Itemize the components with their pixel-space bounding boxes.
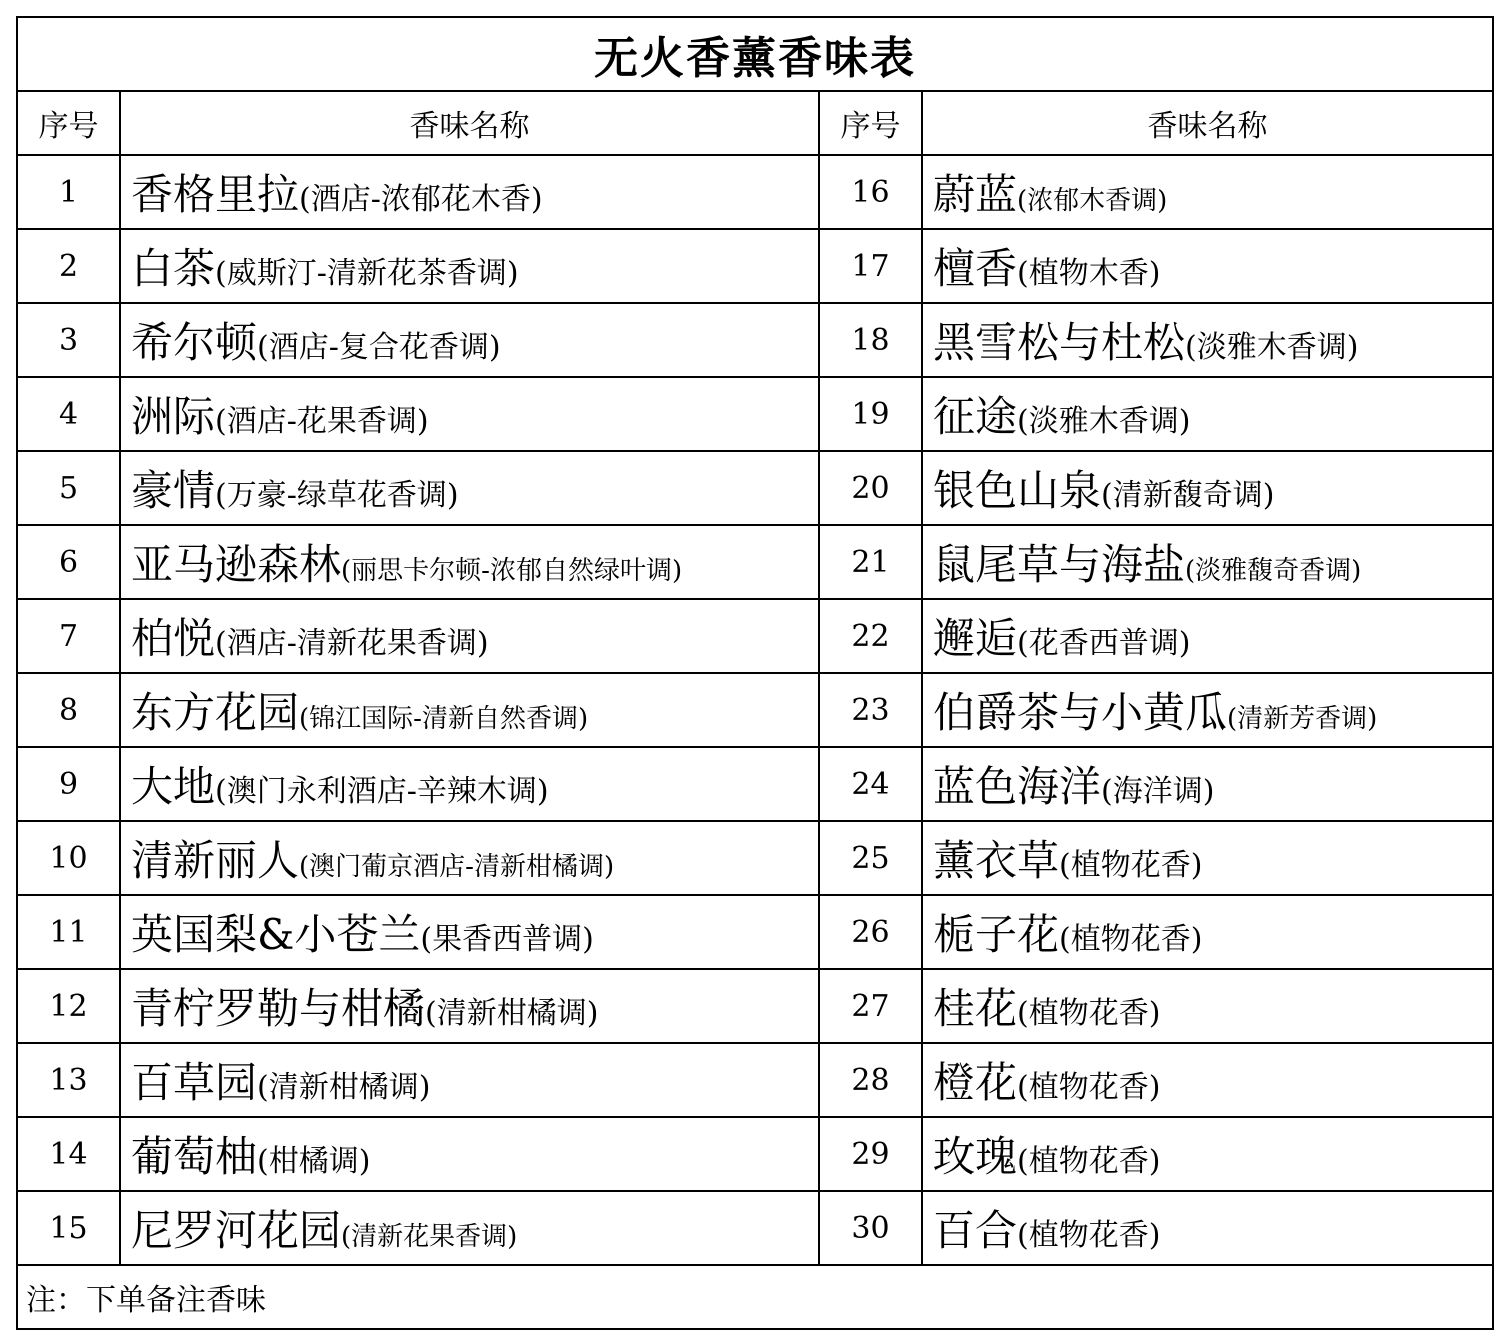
scent-cell [922, 525, 1493, 599]
scent-name: 白茶 [131, 244, 216, 293]
scent-table [16, 16, 1494, 1330]
scent-cell [922, 895, 1493, 969]
row-number: 6 [17, 525, 120, 599]
table-row [17, 377, 1493, 451]
table-row [17, 1043, 1493, 1117]
scent-cell [922, 155, 1493, 229]
scent-name: 大地 [131, 762, 216, 811]
scent-cell [922, 673, 1493, 747]
scent-name: 清新丽人 [131, 836, 300, 885]
scent-cell [120, 377, 819, 451]
scent-description: (淡雅木香调) [1017, 404, 1191, 439]
scent-name: 尼罗河花园 [131, 1206, 342, 1255]
scent-name: 伯爵茶与小黄瓜 [933, 688, 1228, 737]
row-number: 15 [17, 1191, 120, 1265]
row-number: 19 [819, 377, 922, 451]
scent-cell [120, 1043, 819, 1117]
scent-cell [120, 895, 819, 969]
scent-name: 橙花 [933, 1058, 1018, 1107]
scent-name: 洲际 [131, 392, 216, 441]
scent-cell [120, 229, 819, 303]
scent-cell [922, 229, 1493, 303]
table-row [17, 451, 1493, 525]
scent-cell [922, 599, 1493, 673]
row-number: 5 [17, 451, 120, 525]
row-number: 26 [819, 895, 922, 969]
scent-cell [922, 821, 1493, 895]
header-name-right: 香味名称 [922, 91, 1493, 155]
row-number: 25 [819, 821, 922, 895]
footer-note: 注：下单备注香味 [17, 1265, 1493, 1329]
row-number: 7 [17, 599, 120, 673]
row-number: 27 [819, 969, 922, 1043]
row-number: 9 [17, 747, 120, 821]
table-row [17, 229, 1493, 303]
scent-description: (锦江国际-清新自然香调) [299, 704, 589, 734]
row-number: 16 [819, 155, 922, 229]
table-row [17, 525, 1493, 599]
scent-description: (植物花香) [1017, 1070, 1161, 1105]
page-title: 无火香薰香味表 [17, 17, 1493, 91]
scent-cell [120, 303, 819, 377]
row-number: 13 [17, 1043, 120, 1117]
scent-name: 檀香 [933, 244, 1018, 293]
scent-cell [922, 969, 1493, 1043]
scent-cell [120, 673, 819, 747]
scent-cell [922, 303, 1493, 377]
scent-cell [922, 451, 1493, 525]
row-number: 28 [819, 1043, 922, 1117]
table-row [17, 599, 1493, 673]
scent-description: (清新花果香调) [341, 1222, 518, 1252]
scent-description: (清新芳香调) [1227, 704, 1378, 734]
row-number: 8 [17, 673, 120, 747]
row-number: 21 [819, 525, 922, 599]
scent-name: 豪情 [131, 466, 216, 515]
scent-description: (浓郁木香调) [1017, 186, 1168, 216]
scent-name: 亚马逊森林 [131, 540, 342, 589]
scent-name: 蔚蓝 [933, 170, 1018, 219]
row-number: 12 [17, 969, 120, 1043]
scent-description: (酒店-复合花香调) [257, 330, 501, 365]
scent-cell [120, 451, 819, 525]
row-number: 3 [17, 303, 120, 377]
scent-description: (植物花香) [1017, 996, 1161, 1031]
scent-name: 蓝色海洋 [933, 762, 1102, 811]
row-number: 14 [17, 1117, 120, 1191]
row-number: 4 [17, 377, 120, 451]
scent-description: (清新柑橘调) [425, 996, 599, 1031]
row-number: 29 [819, 1117, 922, 1191]
scent-cell [120, 155, 819, 229]
scent-description: (酒店-浓郁花木香) [299, 182, 543, 217]
scent-description: (植物木香) [1017, 256, 1161, 291]
row-number: 30 [819, 1191, 922, 1265]
scent-name: 鼠尾草与海盐 [933, 540, 1186, 589]
table-row [17, 895, 1493, 969]
scent-description: (植物花香) [1017, 1144, 1161, 1179]
scent-name: 邂逅 [933, 614, 1018, 663]
scent-name: 香格里拉 [131, 170, 300, 219]
header-no-left: 序号 [17, 91, 120, 155]
scent-description: (植物花香) [1017, 1218, 1161, 1253]
row-number: 10 [17, 821, 120, 895]
table-row [17, 673, 1493, 747]
scent-name: 桂花 [933, 984, 1018, 1033]
header-no-right: 序号 [819, 91, 922, 155]
scent-description: (澳门永利酒店-辛辣木调) [215, 774, 549, 809]
scent-description: (丽思卡尔顿-浓郁自然绿叶调) [341, 556, 683, 586]
scent-cell [120, 525, 819, 599]
scent-description: (植物花香) [1059, 848, 1203, 883]
scent-description: (澳门葡京酒店-清新柑橘调) [299, 852, 615, 882]
scent-cell [120, 969, 819, 1043]
table-row [17, 969, 1493, 1043]
scent-cell [922, 377, 1493, 451]
row-number: 20 [819, 451, 922, 525]
scent-description: (酒店-清新花果香调) [215, 626, 489, 661]
scent-name: 银色山泉 [933, 466, 1102, 515]
header-name-left: 香味名称 [120, 91, 819, 155]
scent-description: (淡雅木香调) [1185, 330, 1359, 365]
scent-description: (花香西普调) [1017, 626, 1191, 661]
scent-description: (清新馥奇调) [1101, 478, 1275, 513]
table-row [17, 1191, 1493, 1265]
scent-cell [120, 1117, 819, 1191]
scent-name: 玫瑰 [933, 1132, 1018, 1181]
table-row [17, 1117, 1493, 1191]
row-number: 22 [819, 599, 922, 673]
scent-description: (柑橘调) [257, 1144, 371, 1179]
scent-cell [922, 747, 1493, 821]
scent-name: 英国梨&小苍兰 [131, 910, 421, 959]
scent-name: 百草园 [131, 1058, 258, 1107]
scent-cell [922, 1043, 1493, 1117]
scent-description: (淡雅馥奇香调) [1185, 556, 1362, 586]
row-number: 23 [819, 673, 922, 747]
table-row [17, 821, 1493, 895]
scent-description: (威斯汀-清新花茶香调) [215, 256, 519, 291]
scent-name: 希尔顿 [131, 318, 258, 367]
scent-name: 薰衣草 [933, 836, 1060, 885]
table-row [17, 747, 1493, 821]
row-number: 2 [17, 229, 120, 303]
scent-description: (万豪-绿草花香调) [215, 478, 459, 513]
scent-cell [922, 1117, 1493, 1191]
scent-description: (海洋调) [1101, 774, 1215, 809]
row-number: 24 [819, 747, 922, 821]
scent-name: 青柠罗勒与柑橘 [131, 984, 426, 1033]
scent-name: 栀子花 [933, 910, 1060, 959]
scent-description: (植物花香) [1059, 922, 1203, 957]
scent-description: (酒店-花果香调) [215, 404, 429, 439]
row-number: 1 [17, 155, 120, 229]
scent-cell [120, 1191, 819, 1265]
row-number: 17 [819, 229, 922, 303]
scent-cell [120, 599, 819, 673]
scent-name: 征途 [933, 392, 1018, 441]
scent-cell [120, 821, 819, 895]
row-number: 18 [819, 303, 922, 377]
row-number: 11 [17, 895, 120, 969]
table-row [17, 303, 1493, 377]
scent-description: (清新柑橘调) [257, 1070, 431, 1105]
scent-name: 黑雪松与杜松 [933, 318, 1186, 367]
table-row [17, 155, 1493, 229]
scent-cell [922, 1191, 1493, 1265]
scent-name: 葡萄柚 [131, 1132, 258, 1181]
scent-name: 东方花园 [131, 688, 300, 737]
scent-cell [120, 747, 819, 821]
scent-name: 柏悦 [131, 614, 216, 663]
scent-name: 百合 [933, 1206, 1018, 1255]
scent-description: (果香西普调) [420, 922, 594, 957]
